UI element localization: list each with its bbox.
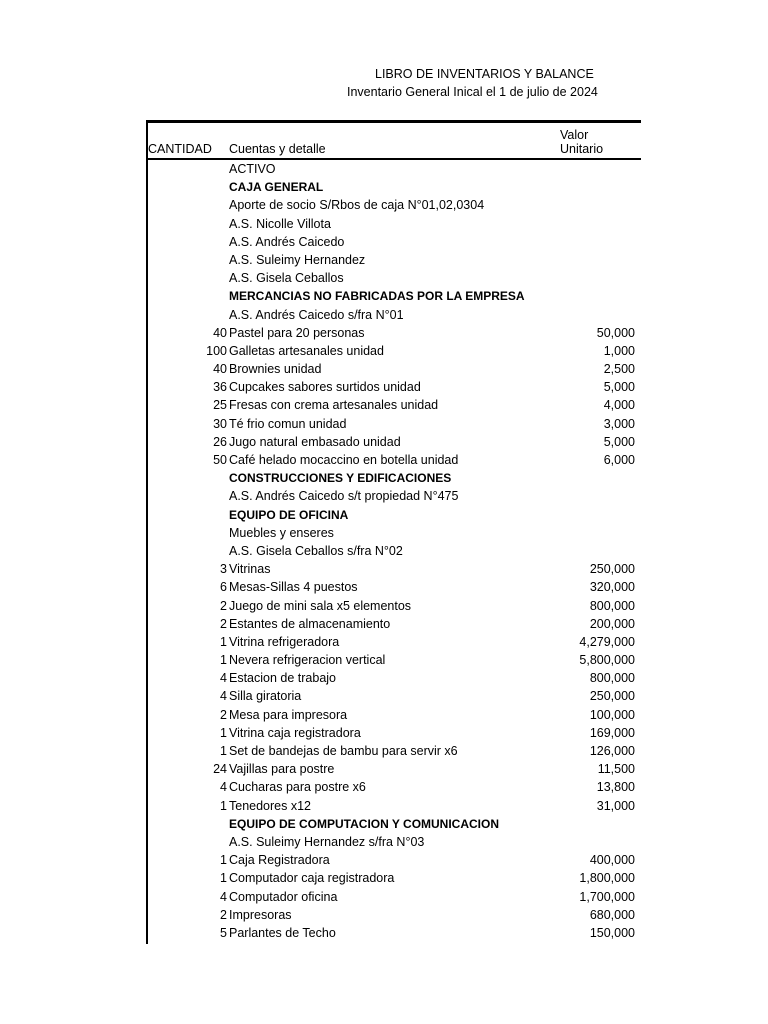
- unit-value-cell: 400,000: [589, 853, 635, 868]
- account-cell: Vajillas para postre: [229, 762, 335, 777]
- table-row: [146, 160, 641, 178]
- unit-value-cell: 1,700,000: [579, 889, 635, 904]
- unit-value-cell: 800,000: [589, 598, 635, 613]
- account-cell: Galletas artesanales unidad: [229, 343, 384, 358]
- account-cell: Vitrina refrigeradora: [229, 634, 340, 649]
- quantity-cell: 25: [213, 398, 227, 413]
- table-row: [146, 524, 641, 542]
- unit-value-cell: 50,000: [596, 325, 635, 340]
- table-row: [146, 888, 641, 906]
- quantity-cell: 1: [220, 871, 227, 886]
- table-row: [146, 706, 641, 724]
- unit-value-cell: 250,000: [589, 562, 635, 577]
- unit-value-cell: 250,000: [589, 689, 635, 704]
- unit-value-cell: 6,000: [603, 453, 635, 467]
- quantity-cell: 1: [220, 634, 227, 649]
- table-row: [146, 233, 641, 251]
- account-cell: EQUIPO DE OFICINA: [229, 507, 349, 522]
- account-cell: Fresas con crema artesanales unidad: [229, 398, 439, 413]
- table-row: [146, 560, 641, 578]
- account-cell: CONSTRUCCIONES Y EDIFICACIONES: [229, 471, 452, 486]
- unit-value-cell: 150,000: [589, 925, 635, 940]
- unit-value-cell: 100,000: [589, 707, 635, 722]
- document-title: LIBRO DE INVENTARIOS Y BALANCE: [375, 67, 594, 81]
- account-cell: CAJA GENERAL: [229, 180, 324, 195]
- quantity-cell: 30: [213, 416, 227, 431]
- account-cell: Jugo natural embasado unidad: [229, 434, 401, 449]
- account-cell: Impresoras: [229, 907, 292, 922]
- table-row: [146, 324, 641, 342]
- table-row: [146, 342, 641, 360]
- account-cell: A.S. Andrés Caicedo: [229, 234, 345, 249]
- account-cell: Té frio comun unidad: [229, 416, 347, 431]
- account-cell: A.S. Andrés Caicedo s/fra N°01: [229, 307, 404, 322]
- account-cell: Café helado mocaccino en botella unidad: [229, 453, 459, 467]
- header-unit-value: [560, 128, 603, 156]
- account-cell: Cupcakes sabores surtidos unidad: [229, 380, 421, 395]
- table-row: [146, 196, 641, 214]
- table-body: [146, 160, 641, 942]
- quantity-cell: 50: [213, 453, 227, 467]
- table-row: [146, 487, 641, 505]
- quantity-cell: 2: [220, 616, 227, 631]
- quantity-cell: 1: [220, 853, 227, 868]
- table-row: [146, 869, 641, 887]
- account-cell: MERCANCIAS NO FABRICADAS POR LA EMPRESA: [229, 289, 525, 304]
- account-cell: Parlantes de Techo: [229, 925, 336, 940]
- account-cell: Computador oficina: [229, 889, 338, 904]
- quantity-cell: 26: [213, 434, 227, 449]
- table-row: [146, 724, 641, 742]
- table-row: [146, 687, 641, 705]
- account-cell: Tenedores x12: [229, 798, 312, 813]
- account-cell: A.S. Suleimy Hernandez s/fra N°03: [229, 834, 425, 849]
- account-cell: Pastel para 20 personas: [229, 325, 365, 340]
- table-row: [146, 578, 641, 596]
- table-row: [146, 396, 641, 414]
- account-cell: Aporte de socio S/Rbos de caja N°01,02,0304: [229, 198, 485, 213]
- table-row: [146, 924, 641, 942]
- account-cell: Silla giratoria: [229, 689, 302, 704]
- account-cell: A.S. Andrés Caicedo s/t propiedad N°475: [229, 489, 459, 504]
- account-cell: Vitrina caja registradora: [229, 725, 361, 740]
- account-cell: Brownies unidad: [229, 362, 322, 377]
- account-cell: EQUIPO DE COMPUTACION Y COMUNICACION: [229, 816, 500, 831]
- section-heading-row: [146, 506, 641, 524]
- header-unit-value-line1: Valor: [560, 128, 589, 142]
- unit-value-cell: 3,000: [603, 416, 635, 431]
- quantity-cell: 2: [220, 907, 227, 922]
- table-row: [146, 797, 641, 815]
- table-row: [146, 378, 641, 396]
- account-cell: A.S. Nicolle Villota: [229, 216, 331, 231]
- quantity-cell: 4: [220, 889, 227, 904]
- quantity-cell: 5: [220, 925, 227, 940]
- section-heading-row: [146, 469, 641, 487]
- account-cell: A.S. Suleimy Hernandez: [229, 252, 366, 267]
- table-row: [146, 742, 641, 760]
- unit-value-cell: 200,000: [589, 616, 635, 631]
- quantity-cell: 2: [220, 707, 227, 722]
- table-row: [146, 851, 641, 869]
- table-row: [146, 451, 641, 469]
- quantity-cell: 4: [220, 671, 227, 686]
- quantity-cell: 6: [220, 580, 227, 595]
- quantity-cell: 1: [220, 744, 227, 758]
- table-row: [146, 360, 641, 378]
- header-quantity: CANTIDAD: [148, 142, 212, 156]
- quantity-cell: 40: [213, 325, 227, 340]
- table-row: [146, 833, 641, 851]
- table-header: [146, 123, 641, 160]
- quantity-cell: 1: [220, 798, 227, 813]
- table-row: [146, 633, 641, 651]
- table-row: [146, 597, 641, 615]
- account-cell: Caja Registradora: [229, 853, 330, 868]
- section-heading-row: [146, 178, 641, 196]
- header-unit-value-line2: Unitario: [560, 142, 604, 156]
- unit-value-cell: 11,500: [597, 762, 635, 777]
- account-cell: Estacion de trabajo: [229, 671, 337, 686]
- account-cell: Mesa para impresora: [229, 707, 348, 722]
- quantity-cell: 40: [213, 362, 227, 377]
- account-cell: Juego de mini sala x5 elementos: [229, 598, 412, 613]
- account-cell: A.S. Gisela Ceballos: [229, 271, 344, 286]
- unit-value-cell: 4,000: [603, 398, 635, 413]
- unit-value-cell: 13,800: [596, 780, 635, 795]
- account-cell: Vitrinas: [229, 562, 271, 577]
- quantity-cell: 36: [213, 380, 227, 395]
- section-heading-row: [146, 815, 641, 833]
- section-heading-row: [146, 287, 641, 305]
- account-cell: Mesas-Sillas 4 puestos: [229, 580, 358, 595]
- unit-value-cell: 4,279,000: [579, 634, 635, 649]
- account-cell: ACTIVO: [229, 162, 276, 176]
- quantity-cell: 1: [220, 725, 227, 740]
- account-cell: Set de bandejas de bambu para servir x6: [229, 744, 458, 758]
- table-row: [146, 415, 641, 433]
- account-cell: Estantes de almacenamiento: [229, 616, 391, 631]
- unit-value-cell: 126,000: [589, 744, 635, 758]
- account-cell: Cucharas para postre x6: [229, 780, 366, 795]
- table-row: [146, 651, 641, 669]
- quantity-cell: 1: [220, 653, 227, 668]
- account-cell: Nevera refrigeracion vertical: [229, 653, 386, 668]
- unit-value-cell: 169,000: [589, 725, 635, 740]
- unit-value-cell: 800,000: [589, 671, 635, 686]
- unit-value-cell: 680,000: [589, 907, 635, 922]
- table-row: [146, 306, 641, 324]
- table-row: [146, 542, 641, 560]
- account-cell: Muebles y enseres: [229, 525, 334, 540]
- unit-value-cell: 1,000: [603, 343, 635, 358]
- quantity-cell: 4: [220, 780, 227, 795]
- table-row: [146, 615, 641, 633]
- unit-value-cell: 5,000: [603, 434, 635, 449]
- table-row: [146, 251, 641, 269]
- unit-value-cell: 31,000: [596, 798, 635, 813]
- table-row: [146, 215, 641, 233]
- header-account: Cuentas y detalle: [229, 142, 326, 156]
- table-row: [146, 778, 641, 796]
- table-row: [146, 760, 641, 778]
- table-row: [146, 269, 641, 287]
- table-row: [146, 433, 641, 451]
- unit-value-cell: 5,800,000: [579, 653, 635, 668]
- document-subtitle: Inventario General Inical el 1 de julio de 2024: [347, 85, 598, 99]
- table-row: [146, 669, 641, 687]
- unit-value-cell: 5,000: [603, 380, 635, 395]
- quantity-cell: 2: [220, 598, 227, 613]
- quantity-cell: 100: [206, 343, 227, 358]
- account-cell: A.S. Gisela Ceballos s/fra N°02: [229, 543, 403, 558]
- quantity-cell: 4: [220, 689, 227, 704]
- quantity-cell: 3: [220, 562, 227, 577]
- unit-value-cell: 1,800,000: [579, 871, 635, 886]
- quantity-cell: 24: [213, 762, 227, 777]
- table-row: [146, 906, 641, 924]
- account-cell: Computador caja registradora: [229, 871, 395, 886]
- unit-value-cell: 320,000: [589, 580, 635, 595]
- unit-value-cell: 2,500: [603, 362, 635, 377]
